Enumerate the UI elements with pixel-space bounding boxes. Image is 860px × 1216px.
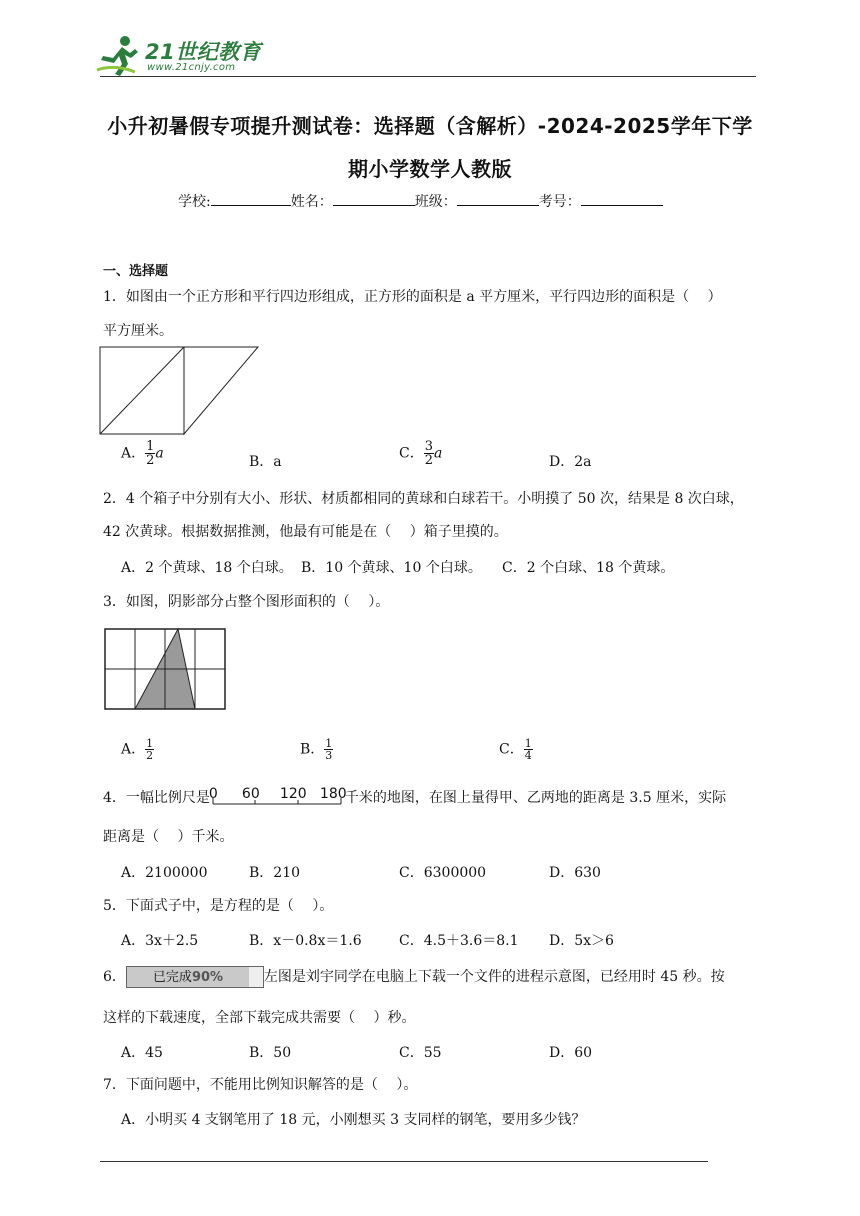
option-5b[interactable] (249, 930, 362, 950)
school-label: 学校: (178, 194, 211, 210)
option-1c[interactable] (399, 440, 442, 467)
denominator: 2 (146, 749, 154, 762)
option-text: 10 个黄球、10 个白球。 (325, 560, 482, 576)
option-3c[interactable] (499, 738, 533, 761)
option-4c[interactable] (399, 862, 486, 882)
exam-no-blank (581, 190, 663, 206)
question-text: 如图由一个正方形和平行四边形组成，正方形的面积是 a 平方厘米，平行四边形的面积是（ ） (125, 289, 722, 305)
option-letter: B． (249, 454, 274, 470)
fraction (145, 440, 155, 467)
option-6c[interactable] (399, 1042, 442, 1062)
question-text: 一幅比例尺是 (125, 790, 210, 806)
question-2-line1 (103, 489, 744, 509)
question-1-line2: 平方厘米。 (103, 323, 173, 339)
option-7a[interactable] (121, 1109, 585, 1129)
option-text: 45 (145, 1045, 163, 1061)
name-blank (333, 190, 415, 206)
option-1b[interactable] (249, 451, 282, 471)
option-letter: B． (300, 741, 325, 758)
option-letter: A． (121, 933, 146, 949)
option-letter: A． (121, 1045, 146, 1061)
question-text: 4 个箱子中分别有大小、形状、材质都相同的黄球和白球若干。小明摸了 50 次，结果是 8 次白球， (125, 491, 744, 507)
option-1a[interactable] (121, 440, 164, 467)
question-6-line2: 这样的下载速度，全部下载完成共需要（ ）秒。 (103, 1010, 416, 1026)
option-text: 60 (574, 1045, 593, 1061)
option-text: 55 (423, 1045, 442, 1061)
option-2a[interactable] (121, 557, 293, 577)
scale-tick-label: 120 (279, 786, 307, 802)
option-4a[interactable] (121, 862, 207, 882)
school-blank (211, 190, 291, 206)
denominator: 4 (524, 749, 532, 762)
question-1-line1 (103, 287, 722, 307)
option-letter: D． (549, 933, 575, 949)
footer-divider (100, 1161, 708, 1162)
option-2b[interactable] (301, 557, 482, 577)
denominator: 2 (424, 453, 433, 468)
option-letter: B． (249, 865, 274, 881)
square-parallelogram-figure (99, 346, 261, 436)
option-letter: B． (301, 560, 326, 576)
option-letter: C． (399, 1045, 424, 1061)
numerator: 1 (325, 737, 333, 750)
option-6a[interactable] (121, 1042, 163, 1062)
option-text: a (273, 454, 282, 470)
variable: a (155, 445, 164, 462)
option-letter: C． (399, 445, 424, 462)
option-5d[interactable] (549, 930, 614, 950)
question-3-line1 (103, 592, 389, 612)
fraction (424, 440, 434, 467)
option-letter: A． (121, 445, 146, 462)
option-4d[interactable] (549, 862, 601, 882)
option-2c[interactable] (502, 557, 674, 577)
name-label: 姓名： (290, 194, 333, 210)
option-text: 3x＋2.5 (145, 933, 199, 949)
option-text: 210 (273, 865, 301, 881)
option-text: 2a (574, 454, 592, 470)
denominator: 2 (146, 453, 155, 468)
question-number: 7． (103, 1077, 126, 1093)
question-6-line1 (103, 966, 725, 988)
question-text: 下面问题中，不能用比例知识解答的是（ ）。 (125, 1077, 418, 1093)
option-letter: A． (121, 741, 146, 758)
option-text: 4.5＋3.6＝8.1 (423, 933, 519, 949)
option-text: 5x＞6 (574, 933, 614, 949)
scale-tick-label: 180 (319, 786, 347, 802)
option-letter: A． (121, 865, 146, 881)
option-4b[interactable] (249, 862, 300, 882)
option-1d[interactable] (549, 451, 592, 471)
question-text: 如图，阴影部分占整个图形面积的（ ）。 (125, 594, 390, 610)
fraction (324, 738, 333, 761)
scale-bar (210, 788, 345, 808)
option-letter: C． (399, 865, 424, 881)
question-text: 下面式子中，是方程的是（ ）。 (125, 898, 334, 914)
progress-label: 已完成 (152, 970, 192, 985)
question-text: 左图是刘宇同学在电脑上下载一个文件的进程示意图，已经用时 45 秒。按 (263, 969, 725, 985)
question-number: 6． (103, 969, 126, 985)
option-text: 50 (273, 1045, 292, 1061)
option-letter: A． (121, 1112, 146, 1128)
numerator: 1 (146, 737, 154, 750)
logo-text: 21世纪教育 (145, 40, 262, 64)
page-title-line1: 小升初暑假专项提升测试卷：选择题（含解析）-2024-2025学年下学 (107, 114, 753, 138)
question-7-line1 (103, 1075, 417, 1095)
option-letter: B． (249, 933, 274, 949)
option-text: 2100000 (145, 865, 208, 881)
denominator: 3 (325, 749, 333, 762)
option-letter: B． (249, 1045, 274, 1061)
scale-tick-label: 60 (241, 786, 260, 802)
option-text: 6300000 (423, 865, 487, 881)
option-text: 小明买 4 支钢笔用了 18 元，小刚想买 3 支同样的钢笔，要用多少钱？ (145, 1112, 586, 1128)
download-progress-bar (126, 966, 264, 988)
progress-percent: 90% (191, 970, 224, 985)
class-blank (457, 190, 539, 206)
option-letter: D． (549, 865, 575, 881)
progress-text (127, 970, 223, 985)
option-3a[interactable] (121, 738, 154, 761)
option-letter: C． (399, 933, 424, 949)
logo-url: www.21cnjy.com (147, 62, 236, 73)
page-title-line2: 期小学数学人教版 (348, 157, 512, 181)
option-text: 2 个白球、18 个黄球。 (526, 560, 675, 576)
option-letter: D． (549, 1045, 575, 1061)
grid-shaded-triangle-figure (104, 628, 228, 712)
question-4-line2: 距离是（ ）千米。 (103, 829, 234, 845)
question-text: 千米的地图，在图上量得甲、乙两地的距离是 3.5 厘米，实际 (344, 790, 727, 806)
option-text: 630 (574, 865, 601, 881)
option-letter: C． (502, 560, 527, 576)
option-5a[interactable] (121, 930, 198, 950)
option-letter: A． (121, 560, 146, 576)
scale-tick-label: 0 (208, 786, 218, 802)
option-3b[interactable] (300, 738, 333, 761)
section-title: 一、选择题 (103, 264, 169, 279)
question-4-line1 (103, 788, 726, 808)
question-number: 3． (103, 594, 126, 610)
question-number: 4． (103, 790, 126, 806)
question-number: 5． (103, 898, 126, 914)
numerator: 1 (146, 439, 155, 454)
runner-logo-icon (95, 34, 143, 78)
class-label: 班级： (414, 194, 457, 210)
question-number: 2． (103, 491, 126, 507)
option-text: 2 个黄球、18 个白球。 (145, 560, 293, 576)
numerator: 1 (524, 737, 532, 750)
fraction (524, 738, 533, 761)
question-2-line2: 42 次黄球。根据数据推测，他最有可能是在（ ）箱子里摸的。 (103, 524, 508, 540)
option-6d[interactable] (549, 1042, 592, 1062)
option-letter: C． (499, 741, 524, 758)
numerator: 3 (424, 439, 433, 454)
variable: a (434, 445, 443, 462)
option-5c[interactable] (399, 930, 519, 950)
question-number: 1． (103, 289, 126, 305)
student-info (178, 190, 663, 211)
logo (95, 34, 265, 78)
option-6b[interactable] (249, 1042, 291, 1062)
option-letter: D． (549, 454, 575, 470)
header-divider (100, 76, 756, 77)
fraction (145, 738, 154, 761)
option-text: x－0.8x＝1.6 (273, 933, 362, 949)
question-5-line1 (103, 896, 333, 916)
exam-no-label: 考号： (538, 194, 581, 210)
